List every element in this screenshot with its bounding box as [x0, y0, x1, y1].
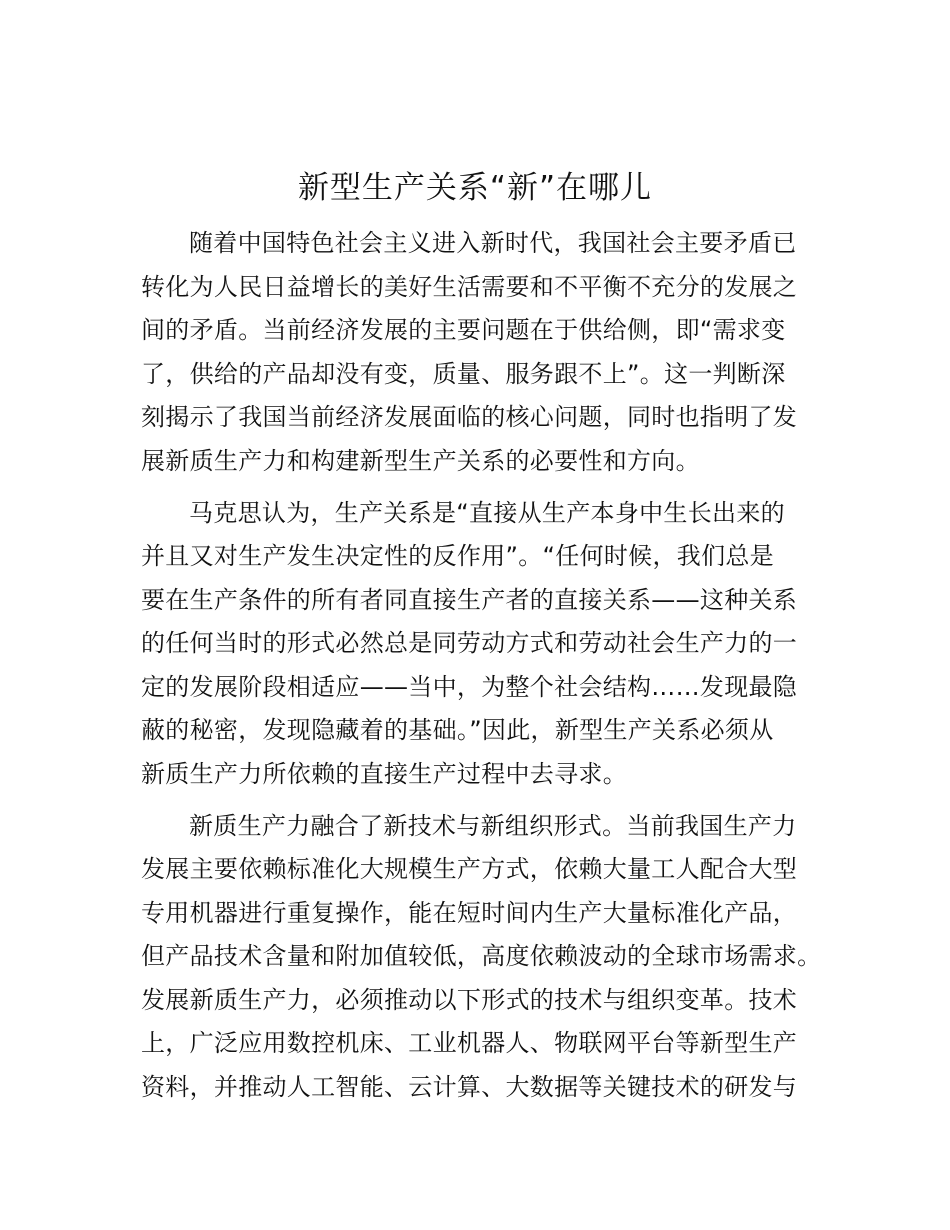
paragraph-3-line-6: 上，广泛应用数控机床、工业机器人、物联网平台等新型生产	[141, 1029, 798, 1057]
paragraph-3-line-3: 专用机器进行重复操作，能在短时间内生产大量标准化产品，	[141, 899, 798, 927]
paragraph-2-line-5: 定的发展阶段相适应——当中，为整个社会结构……发现最隐	[141, 673, 798, 701]
paragraph-2-line-4: 的任何当时的形式必然总是同劳动方式和劳动社会生产力的一	[141, 629, 798, 657]
paragraph-3-line-1: 新质生产力融合了新技术与新组织形式。当前我国生产力	[189, 812, 797, 840]
paragraph-2-line-2: 并且又对生产发生决定性的反作用”。“任何时候，我们总是	[141, 542, 774, 570]
paragraph-3-line-4: 但产品技术含量和附加值较低，高度依赖波动的全球市场需求。	[141, 942, 822, 970]
paragraph-3-line-2: 发展主要依赖标准化大规模生产方式，依赖大量工人配合大型	[141, 855, 798, 883]
paragraph-3-line-5: 发展新质生产力，必须推动以下形式的技术与组织变革。技术	[141, 986, 798, 1014]
paragraph-1-line-2: 转化为人民日益增长的美好生活需要和不平衡不充分的发展之	[141, 273, 798, 301]
paragraph-3-line-7: 资料，并推动人工智能、云计算、大数据等关键技术的研发与	[141, 1073, 798, 1101]
paragraph-2-line-1: 马克思认为，生产关系是“直接从生产本身中生长出来的	[189, 499, 785, 527]
paragraph-2-line-7: 新质生产力所依赖的直接生产过程中去寻求。	[141, 760, 627, 788]
paragraph-2-line-3: 要在生产条件的所有者同直接生产者的直接关系——这种关系	[141, 586, 798, 614]
paragraph-2-line-6: 蔽的秘密，发现隐藏着的基础。”因此，新型生产关系必须从	[141, 716, 774, 744]
paragraph-1-line-4: 了，供给的产品却没有变，质量、服务跟不上”。这一判断深	[141, 360, 786, 388]
document-title: 新型生产关系“新”在哪儿	[297, 170, 653, 206]
paragraph-1-line-1: 随着中国特色社会主义进入新时代，我国社会主要矛盾已	[189, 229, 797, 257]
paragraph-1-line-5: 刻揭示了我国当前经济发展面临的核心问题，同时也指明了发	[141, 403, 798, 431]
paragraph-1-line-3: 间的矛盾。当前经济发展的主要问题在于供给侧，即“需求变	[141, 316, 786, 344]
paragraph-1-line-6: 展新质生产力和构建新型生产关系的必要性和方向。	[141, 447, 700, 475]
